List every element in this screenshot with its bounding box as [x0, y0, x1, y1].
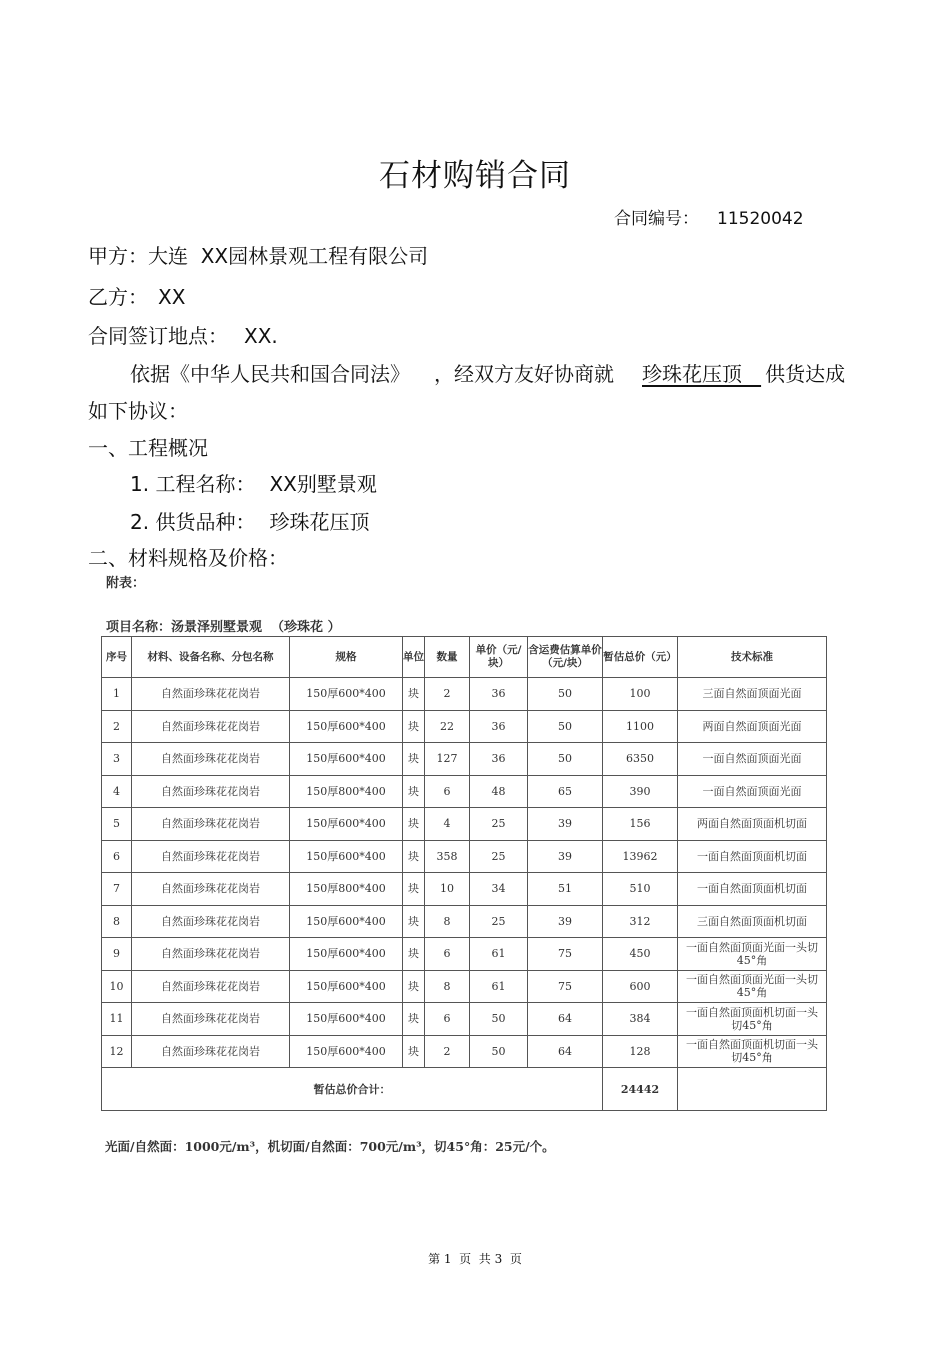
cell-estimated-total: 600 — [603, 970, 678, 1003]
party-b-line — [88, 281, 185, 310]
total-label: 暂估总价合计： — [102, 1068, 603, 1111]
table-row — [102, 970, 827, 1003]
cell-spec: 150厚600*400 — [290, 710, 403, 743]
cell-spec: 150厚600*400 — [290, 840, 403, 873]
cell-price-with-freight: 50 — [528, 710, 603, 743]
cell-technical-standard: 一面自然面顶面光面一头切45°角 — [678, 970, 827, 1003]
cell-spec: 150厚800*400 — [290, 775, 403, 808]
contract-number — [614, 204, 804, 229]
cell-technical-standard: 一面自然面顶面机切面 — [678, 840, 827, 873]
supply-variety-item — [130, 506, 369, 535]
cell-technical-standard: 一面自然面顶面机切面一头切45°角 — [678, 1035, 827, 1068]
cell-unit: 块 — [403, 1003, 425, 1036]
total-value: 24442 — [603, 1068, 678, 1111]
total-empty-cell — [678, 1068, 827, 1111]
intro-text-3: 供货达成 — [765, 362, 846, 386]
contract-number-value: 11520042 — [717, 209, 804, 229]
cell-unit-price: 36 — [470, 743, 528, 776]
intro-product-text: 珍珠花压顶 — [642, 362, 742, 386]
cell-unit: 块 — [403, 743, 425, 776]
cell-quantity: 8 — [425, 905, 470, 938]
cell-index: 8 — [102, 905, 132, 938]
contract-number-label: 合同编号： — [614, 209, 699, 229]
cell-unit-price: 36 — [470, 710, 528, 743]
cell-unit-price: 25 — [470, 808, 528, 841]
cell-unit-price: 25 — [470, 840, 528, 873]
party-b-label: 乙方： — [88, 285, 148, 309]
cell-technical-standard: 一面自然面顶面光面一头切45°角 — [678, 938, 827, 971]
cell-material-name: 自然面珍珠花花岗岩 — [132, 808, 290, 841]
cell-quantity: 10 — [425, 873, 470, 906]
cell-index: 7 — [102, 873, 132, 906]
cell-material-name: 自然面珍珠花花岗岩 — [132, 840, 290, 873]
cell-quantity: 4 — [425, 808, 470, 841]
cell-spec: 150厚600*400 — [290, 1035, 403, 1068]
project-name-value: XX别墅景观 — [269, 472, 377, 496]
cell-technical-standard: 三面自然面顶面光面 — [678, 678, 827, 711]
cell-price-with-freight: 75 — [528, 938, 603, 971]
party-a-line — [88, 240, 428, 269]
cell-estimated-total: 1100 — [603, 710, 678, 743]
table-total-row — [102, 1068, 827, 1111]
cell-unit-price: 50 — [470, 1003, 528, 1036]
table-row — [102, 710, 827, 743]
cell-material-name: 自然面珍珠花花岗岩 — [132, 873, 290, 906]
signing-place-line — [88, 320, 278, 349]
cell-estimated-total: 128 — [603, 1035, 678, 1068]
header-quantity: 数量 — [425, 637, 470, 678]
cell-price-with-freight: 50 — [528, 743, 603, 776]
cell-unit-price: 34 — [470, 873, 528, 906]
section-2-title: 二、材料规格及价格： — [88, 546, 288, 570]
cell-quantity: 6 — [425, 1003, 470, 1036]
cell-price-with-freight: 39 — [528, 808, 603, 841]
header-index: 序号 — [102, 637, 132, 678]
cell-index: 6 — [102, 840, 132, 873]
cell-spec: 150厚600*400 — [290, 938, 403, 971]
cell-unit: 块 — [403, 970, 425, 1003]
supply-variety-value: 珍珠花压顶 — [269, 510, 370, 534]
cell-spec: 150厚600*400 — [290, 808, 403, 841]
cell-spec: 150厚600*400 — [290, 1003, 403, 1036]
table-row — [102, 1035, 827, 1068]
cell-unit-price: 48 — [470, 775, 528, 808]
cell-unit: 块 — [403, 710, 425, 743]
cell-index: 2 — [102, 710, 132, 743]
cell-index: 5 — [102, 808, 132, 841]
party-a-value: 大连 XX园林景观工程有限公司 — [148, 244, 429, 268]
cell-spec: 150厚600*400 — [290, 678, 403, 711]
cell-unit: 块 — [403, 873, 425, 906]
cell-index: 9 — [102, 938, 132, 971]
table-header-row — [102, 637, 827, 678]
cell-price-with-freight: 75 — [528, 970, 603, 1003]
cell-material-name: 自然面珍珠花花岗岩 — [132, 775, 290, 808]
header-material-name: 材料、设备名称、分包名称 — [132, 637, 290, 678]
cell-technical-standard: 一面自然面顶面机切面一头切45°角 — [678, 1003, 827, 1036]
table-row — [102, 678, 827, 711]
cell-index: 4 — [102, 775, 132, 808]
cell-estimated-total: 510 — [603, 873, 678, 906]
table-row — [102, 873, 827, 906]
cell-material-name: 自然面珍珠花花岗岩 — [132, 1035, 290, 1068]
supply-variety-label: 2. 供货品种： — [130, 510, 256, 534]
cell-unit-price: 25 — [470, 905, 528, 938]
cell-unit: 块 — [403, 905, 425, 938]
cell-price-with-freight: 39 — [528, 840, 603, 873]
cell-quantity: 8 — [425, 970, 470, 1003]
cell-spec: 150厚600*400 — [290, 905, 403, 938]
cell-technical-standard: 一面自然面顶面光面 — [678, 775, 827, 808]
table-row — [102, 840, 827, 873]
cell-material-name: 自然面珍珠花花岗岩 — [132, 1003, 290, 1036]
cell-technical-standard: 一面自然面顶面光面 — [678, 743, 827, 776]
attachment-label: 附表： — [106, 576, 146, 591]
cell-unit-price: 61 — [470, 938, 528, 971]
intro-text-2: ，经双方友好协商就 — [434, 362, 614, 386]
project-name-item — [130, 468, 377, 497]
signing-place-label: 合同签订地点： — [88, 324, 228, 348]
cell-unit-price: 50 — [470, 1035, 528, 1068]
cell-quantity: 2 — [425, 1035, 470, 1068]
cell-unit: 块 — [403, 938, 425, 971]
cell-estimated-total: 390 — [603, 775, 678, 808]
header-unit-price: 单价（元/块） — [470, 637, 528, 678]
table-row — [102, 743, 827, 776]
header-price-with-freight: 含运费估算单价（元/块） — [528, 637, 603, 678]
table-row — [102, 808, 827, 841]
project-name-label: 1. 工程名称： — [130, 472, 256, 496]
cell-unit: 块 — [403, 678, 425, 711]
cell-unit: 块 — [403, 1035, 425, 1068]
cell-index: 12 — [102, 1035, 132, 1068]
table-row — [102, 938, 827, 971]
cell-quantity: 358 — [425, 840, 470, 873]
cell-price-with-freight: 39 — [528, 905, 603, 938]
intro-paragraph-line2: 如下协议： — [88, 399, 188, 423]
cell-unit: 块 — [403, 775, 425, 808]
table-row — [102, 905, 827, 938]
header-unit: 单位 — [403, 637, 425, 678]
cell-estimated-total: 384 — [603, 1003, 678, 1036]
table-project-name: 项目名称：汤景泽别墅景观 （珍珠花 ） — [106, 620, 341, 635]
cell-material-name: 自然面珍珠花花岗岩 — [132, 710, 290, 743]
intro-paragraph-line1 — [130, 358, 845, 387]
price-table — [101, 636, 827, 1111]
cell-estimated-total: 450 — [603, 938, 678, 971]
cell-estimated-total: 156 — [603, 808, 678, 841]
cell-technical-standard: 两面自然面顶面光面 — [678, 710, 827, 743]
cell-price-with-freight: 64 — [528, 1035, 603, 1068]
cell-estimated-total: 312 — [603, 905, 678, 938]
header-spec: 规格 — [290, 637, 403, 678]
cell-index: 10 — [102, 970, 132, 1003]
cell-material-name: 自然面珍珠花花岗岩 — [132, 938, 290, 971]
cell-unit: 块 — [403, 840, 425, 873]
cell-material-name: 自然面珍珠花花岗岩 — [132, 678, 290, 711]
cell-quantity: 6 — [425, 775, 470, 808]
cell-unit: 块 — [403, 808, 425, 841]
party-a-label: 甲方： — [88, 244, 148, 268]
header-technical-standard: 技术标准 — [678, 637, 827, 678]
intro-product — [642, 362, 761, 386]
cell-spec: 150厚600*400 — [290, 970, 403, 1003]
signing-place-value: XX. — [244, 324, 278, 348]
cell-spec: 150厚800*400 — [290, 873, 403, 906]
cell-technical-standard: 两面自然面顶面机切面 — [678, 808, 827, 841]
cell-estimated-total: 100 — [603, 678, 678, 711]
table-row — [102, 1003, 827, 1036]
cell-quantity: 6 — [425, 938, 470, 971]
section-1-title: 一、工程概况 — [88, 436, 208, 460]
cell-index: 1 — [102, 678, 132, 711]
cell-material-name: 自然面珍珠花花岗岩 — [132, 905, 290, 938]
cell-spec: 150厚600*400 — [290, 743, 403, 776]
cell-material-name: 自然面珍珠花花岗岩 — [132, 970, 290, 1003]
cell-unit-price: 61 — [470, 970, 528, 1003]
cell-technical-standard: 一面自然面顶面机切面 — [678, 873, 827, 906]
party-b-value: XX — [158, 285, 186, 309]
cell-quantity: 127 — [425, 743, 470, 776]
cell-estimated-total: 6350 — [603, 743, 678, 776]
cell-quantity: 2 — [425, 678, 470, 711]
cell-index: 11 — [102, 1003, 132, 1036]
table-row — [102, 775, 827, 808]
cell-price-with-freight: 65 — [528, 775, 603, 808]
cell-estimated-total: 13962 — [603, 840, 678, 873]
cell-price-with-freight: 51 — [528, 873, 603, 906]
header-estimated-total: 暂估总价（元） — [603, 637, 678, 678]
contract-title: 石材购销合同 — [379, 158, 571, 194]
cell-material-name: 自然面珍珠花花岗岩 — [132, 743, 290, 776]
page-number: 第 1 页 共 3 页 — [428, 1252, 522, 1266]
cell-index: 3 — [102, 743, 132, 776]
cell-unit-price: 36 — [470, 678, 528, 711]
cell-price-with-freight: 64 — [528, 1003, 603, 1036]
pricing-footnote: 光面/自然面：1000元/m³，机切面/自然面：700元/m³，切45°角：25元/个。 — [105, 1139, 555, 1154]
cell-quantity: 22 — [425, 710, 470, 743]
cell-technical-standard: 三面自然面顶面机切面 — [678, 905, 827, 938]
cell-price-with-freight: 50 — [528, 678, 603, 711]
intro-text-1: 依据《中华人民共和国合同法》 — [130, 362, 410, 386]
